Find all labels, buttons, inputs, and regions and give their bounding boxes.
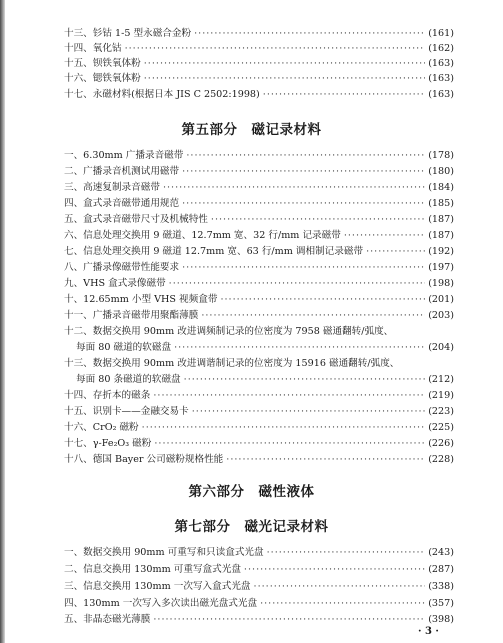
leader-dots	[260, 596, 425, 612]
toc-entry-page: (180)	[428, 166, 454, 177]
toc-entry[interactable]	[64, 452, 454, 468]
toc-entry-title-line2: 每面 80 磁道的软磁盘	[76, 342, 172, 353]
leader-dots	[144, 56, 425, 72]
leader-dots	[163, 180, 425, 196]
toc-entry-page: (187)	[428, 214, 454, 225]
toc-entry-title: 十八、德国 Bayer 公司磁粉规格性能	[64, 454, 224, 465]
toc-entry[interactable]	[64, 228, 454, 244]
toc-entry-title: 十二、数据交换用 90mm 改进调频制记录的位密度为 7958 磁通翻转/弧度、	[64, 326, 394, 337]
toc-entry[interactable]	[64, 596, 454, 612]
toc-entry-page: (185)	[428, 198, 454, 209]
toc-entry-title: 五、非晶态磁光薄膜	[64, 614, 151, 625]
leader-dots	[174, 340, 425, 356]
toc-entry-page: (357)	[428, 598, 454, 609]
toc-entry-page: (184)	[428, 182, 454, 193]
toc-entry-page: (226)	[428, 438, 454, 449]
toc-entry-page: (219)	[428, 390, 454, 401]
toc-entry-page: (178)	[428, 150, 454, 161]
toc-entry[interactable]	[64, 308, 454, 324]
leader-dots	[154, 436, 425, 452]
leader-dots	[201, 308, 425, 324]
toc-entry-continuation[interactable]	[76, 372, 454, 388]
leader-dots	[182, 164, 425, 180]
toc-entry[interactable]	[64, 180, 454, 196]
toc-entry-continuation[interactable]	[76, 340, 454, 356]
toc-entry[interactable]	[64, 164, 454, 180]
part7-heading: 第七部分 磁光记录材料	[174, 519, 329, 535]
leader-dots	[192, 404, 425, 420]
toc-entry-page: (398)	[428, 614, 454, 625]
toc-entry[interactable]	[64, 148, 454, 164]
toc-entry[interactable]	[64, 579, 454, 595]
toc-entry-title: 十七、γ-Fe₂O₃ 磁粉	[64, 438, 152, 449]
toc-entry-title: 二、信息交换用 130mm 可重写盒式光盘	[64, 564, 241, 575]
leader-dots	[125, 41, 426, 57]
part6-heading: 第六部分 磁性液体	[188, 484, 315, 500]
toc-entry-title: 十五、识别卡——金融交易卡	[64, 406, 189, 417]
toc-entry-title: 一、数据交换用 90mm 可重写和只读盒式光盘	[64, 547, 264, 558]
leader-dots	[263, 87, 425, 103]
toc-entry[interactable]	[64, 87, 454, 103]
toc-entry-title: 十、12.65mm 小型 VHS 视频盒带	[64, 294, 218, 305]
toc-entry-page: (223)	[428, 406, 454, 417]
toc-entry-title: 七、信息处理交换用 9 磁道 12.7mm 宽、63 行/mm 调相制记录磁带	[64, 246, 364, 257]
toc-entry[interactable]	[64, 436, 454, 452]
toc-entry-page: (228)	[428, 454, 454, 465]
toc-entry-title: 四、盒式录音磁带通用规范	[64, 198, 180, 209]
leader-dots	[182, 260, 425, 276]
toc-entry-title: 二、广播录音机测试用磁带	[64, 166, 180, 177]
toc-entry-page: (161)	[428, 28, 454, 39]
toc-entry[interactable]	[64, 56, 454, 72]
toc-entry-title: 十一、广播录音磁带用聚酯薄膜	[64, 310, 199, 321]
leader-dots	[226, 452, 425, 468]
toc-entry-page: (163)	[428, 89, 454, 100]
leader-dots	[169, 276, 426, 292]
toc-entry-page: (212)	[428, 374, 454, 385]
toc-entry[interactable]	[64, 292, 454, 308]
toc-entry-title: 六、信息处理交换用 9 磁道、12.7mm 宽、32 行/mm 记录磁带	[64, 230, 341, 241]
part5-heading: 第五部分 磁记录材料	[181, 122, 322, 138]
leader-dots	[244, 562, 425, 578]
toc-entry-page: (225)	[428, 422, 454, 433]
leader-dots	[186, 148, 425, 164]
toc-entry-title: 八、广播录像磁带性能要求	[64, 262, 180, 273]
toc-entry-page: (198)	[428, 278, 454, 289]
toc-entry-page: (203)	[428, 310, 454, 321]
toc-entry[interactable]	[64, 404, 454, 420]
toc-entry[interactable]	[64, 612, 454, 628]
leader-dots	[344, 228, 425, 244]
toc-entry-title: 十三、数据交换用 90mm 改进调谐制记录的位密度为 15916 磁通翻转/弧度、	[64, 358, 400, 369]
toc-entry-title: 四、130mm 一次写入多次读出磁光盘式光盘	[64, 598, 258, 609]
toc-entry-title: 十六、CrO₂ 磁粉	[64, 422, 139, 433]
leader-dots	[182, 196, 425, 212]
toc-entry[interactable]	[64, 388, 454, 404]
toc-entry-page: (204)	[428, 342, 454, 353]
page-number: · 3 ·	[418, 626, 439, 637]
toc-entry-title: 三、高速复制录音磁带	[64, 182, 160, 193]
toc-entry[interactable]	[64, 420, 454, 436]
toc-entry[interactable]	[64, 260, 454, 276]
toc-entry-title: 十五、钡铁氧体粉	[64, 58, 141, 69]
leader-dots	[184, 372, 426, 388]
toc-entry-title: 十七、永磁材料(根据日本 JIS C 2502:1998)	[64, 89, 260, 100]
toc-entry-page: (187)	[428, 230, 454, 241]
leader-dots	[220, 292, 425, 308]
leader-dots	[267, 545, 426, 561]
leader-dots	[153, 612, 425, 628]
toc-entry[interactable]	[64, 545, 454, 561]
toc-entry[interactable]	[64, 562, 454, 578]
toc-entry[interactable]	[64, 196, 454, 212]
leader-dots	[142, 420, 426, 436]
toc-entry-page: (162)	[428, 43, 454, 54]
toc-entry-title: 十六、锶铁氧体粉	[64, 73, 141, 84]
toc-entry-title: 五、盒式录音磁带尺寸及机械特性	[64, 214, 208, 225]
toc-entry[interactable]	[64, 26, 454, 42]
toc-entry-page: (197)	[428, 262, 454, 273]
toc-entry[interactable]	[64, 41, 454, 57]
toc-entry-page: (201)	[428, 294, 454, 305]
leader-dots	[366, 244, 425, 260]
toc-entry-title: 十四、氧化钴	[64, 43, 122, 54]
toc-entry-title: 十三、钐钴 1-5 型永磁合金粉	[64, 28, 192, 39]
toc-entry-page: (163)	[428, 73, 454, 84]
leader-dots	[153, 388, 425, 404]
toc-entry[interactable]	[64, 212, 454, 228]
leader-dots	[144, 71, 425, 87]
toc-entry[interactable]	[64, 276, 454, 292]
toc-entry-title-line2: 每面 80 条磁道的软磁盘	[76, 374, 181, 385]
toc-entry[interactable]	[64, 244, 454, 260]
toc-entry-page: (287)	[428, 564, 454, 575]
toc-entry-title: 三、信息交换用 130mm 一次写入盒式光盘	[64, 581, 251, 592]
leader-dots	[211, 212, 425, 228]
toc-entry[interactable]	[64, 324, 454, 340]
toc-entry-title: 十四、存折本的磁条	[64, 390, 151, 401]
toc-entry-page: (163)	[428, 58, 454, 69]
leader-dots	[194, 26, 425, 42]
toc-entry-title: 一、6.30mm 广播录音磁带	[64, 150, 184, 161]
toc-entry[interactable]	[64, 71, 454, 87]
toc-entry[interactable]	[64, 356, 454, 372]
toc-entry-page: (338)	[428, 581, 454, 592]
toc-entry-page: (192)	[428, 246, 454, 257]
leader-dots	[254, 579, 426, 595]
toc-entry-title: 九、VHS 盒式录像磁带	[64, 278, 166, 289]
toc-entry-page: (243)	[428, 547, 454, 558]
